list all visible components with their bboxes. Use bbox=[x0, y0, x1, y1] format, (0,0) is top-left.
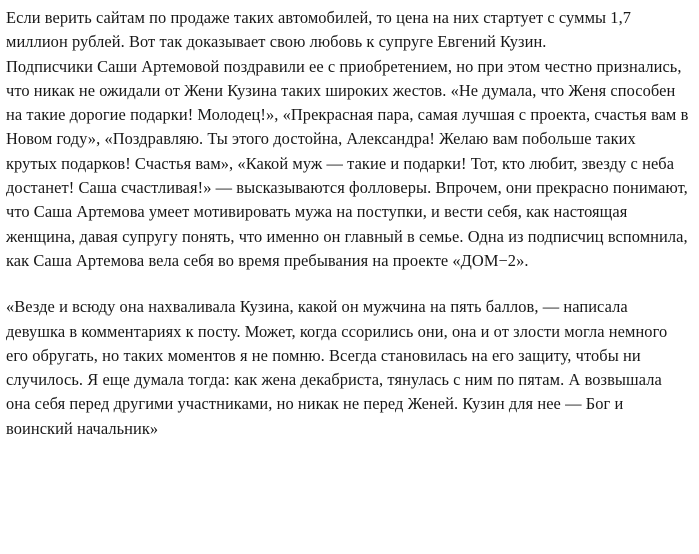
paragraph-3: «Везде и всюду она нахваливала Кузина, какой он мужчина на пять баллов, — написала девушка в комментариях к посту. Может, когда ссорились они, она и от злости могла немного его обругать, но таких моментов я не помню. Всегда становилась на его защиту, чтобы ни случилось. Я еще думала тогда: как жена декабриста, тянулась с ним по пятам. А возвышала она себя перед другими участниками, но никак не перед Женей. Кузин для нее — Бог и воинский начальник» bbox=[6, 297, 668, 438]
paragraph-2: Подписчики Саши Артемовой поздравили ее с приобретением, но при этом честно признались, что никак не ожидали от Жени Кузина таких широких жестов. «Не думала, что Женя способен на такие дорогие подарки! Молодец!», «Прекрасная пара, самая лучшая с проекта, счастья вам в Новом году», «Поздравляю. Ты этого достойна, Александра! Желаю вам побольше таких крутых подарков! Счастья вам», «Какой муж — такие и подарки! Тот, кто любит, звезду с неба достанет! Саша счастливая!» — высказываются фолловеры. Впрочем, они прекрасно понимают, что Саша Артемова умеет мотивировать мужа на поступки, и вести себя, как настоящая женщина, давая супругу понять, что именно он главный в семье. Одна из подписчиц вспомнила, как Саша Артемова вела себя во время пребывания на проекте «ДОМ−2». bbox=[6, 56, 689, 270]
paragraph-spacer bbox=[6, 273, 689, 295]
paragraph-1: Если верить сайтам по продаже таких автомобилей, то цена на них стартует с суммы 1,7 миллион рублей. Вот так доказывает свою любовь к супруге Евгений Кузин. bbox=[6, 8, 632, 52]
article-body bbox=[6, 6, 689, 441]
